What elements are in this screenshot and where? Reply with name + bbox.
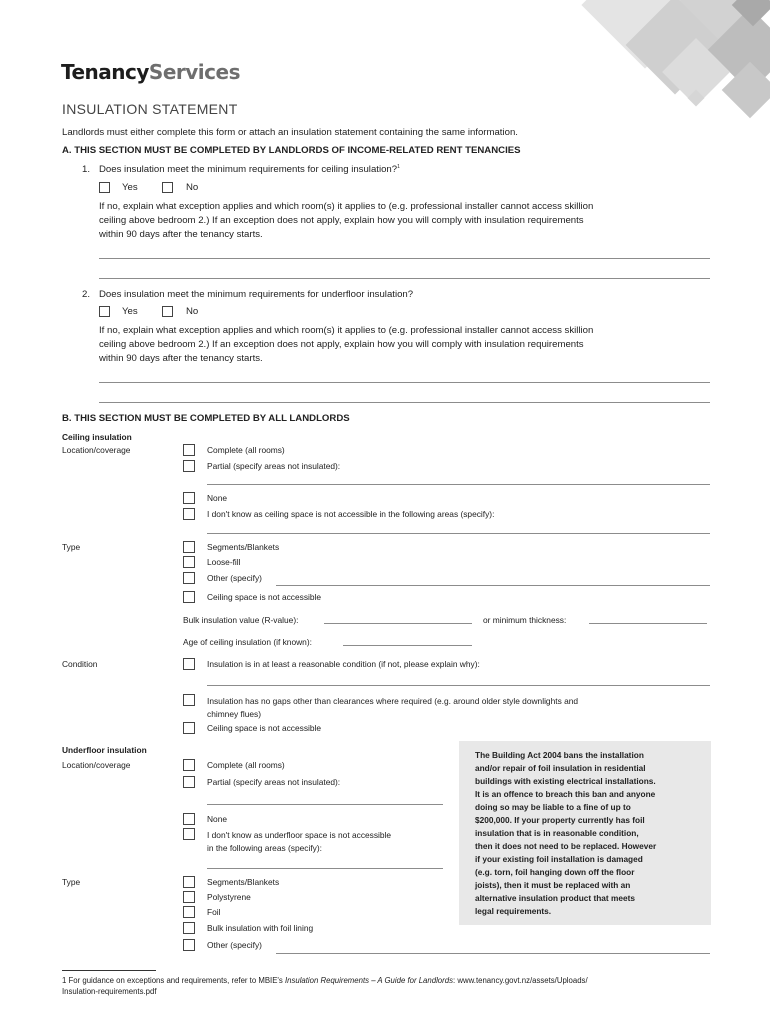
underfloor-none-label: None [207,814,228,824]
underfloor-bulk-foil-checkbox[interactable] [183,922,195,934]
ceiling-dont-know-label: I don't know as ceiling space is not accessible in the following areas (specify): [207,509,495,519]
ceiling-partial-label: Partial (specify areas not insulated): [207,461,341,471]
section-b-heading: B. THIS SECTION MUST BE COMPLETED BY ALL LANDLORDS [62,413,350,424]
underfloor-dont-know-label: I don't know as underfloor space is not accessible in the following areas (specify): [207,830,392,853]
page-title: INSULATION STATEMENT [62,101,238,117]
q1-explain-text: If no, explain what exception applies and which room(s) it applies to (e.g. professional installer cannot access skillion ceiling above bedroom 2.) If an exception does not apply, explain how you will comply with insulation requirements within 90 days after the tenancy starts. [99,201,594,240]
ceiling-no-gaps-checkbox[interactable] [183,694,195,706]
underfloor-type-label: Type [62,877,81,887]
underfloor-complete-checkbox[interactable] [183,759,195,771]
underfloor-other-checkbox[interactable] [183,939,195,951]
question-1-text: Does insulation meet the minimum requirements for ceiling insulation?$^1$ [99,164,400,176]
underfloor-polystyrene-label: Polystyrene [207,892,251,902]
r-value-line[interactable] [324,623,472,624]
ceiling-complete-label: Complete (all rooms) [207,445,285,455]
ceiling-other-label: Other (specify) [207,573,262,583]
ceiling-other-line[interactable] [276,585,710,586]
q1-yes-checkbox[interactable] [99,182,110,193]
ceiling-other-checkbox[interactable] [183,572,195,584]
ceiling-none-checkbox[interactable] [183,492,195,504]
underfloor-foil-checkbox[interactable] [183,906,195,918]
q1-answer-line-2[interactable] [99,278,710,279]
ceiling-not-accessible-label: Ceiling space is not accessible [207,592,322,602]
logo: TenancyServices [61,60,240,84]
q2-yes-label: Yes [122,306,138,317]
ceiling-dont-know-checkbox[interactable] [183,508,195,520]
ceiling-loose-fill-checkbox[interactable] [183,556,195,568]
underfloor-dont-know-line[interactable] [207,868,443,869]
r-value-label: Bulk insulation value (R-value): [183,615,299,625]
footnote: 1 For guidance on exceptions and requirements, refer to MBIE's Insulation Requirements – A Guide for Landlords: www.tenancy.govt.nz/assets/Uploads/ Insulation-requirements.pdf [62,976,588,996]
ceiling-reasonable-checkbox[interactable] [183,658,195,670]
q2-no-checkbox[interactable] [162,306,173,317]
q1-yes-label: Yes [122,182,138,193]
underfloor-dont-know-checkbox[interactable] [183,828,195,840]
ceiling-partial-line[interactable] [207,484,710,485]
ceiling-loose-fill-label: Loose-fill [207,557,241,567]
ceiling-condition-label: Condition [62,659,98,669]
q2-answer-line-1[interactable] [99,382,710,383]
ceiling-not-accessible-checkbox[interactable] [183,591,195,603]
ceiling-partial-checkbox[interactable] [183,460,195,472]
intro-text: Landlords must either complete this form or attach an insulation statement containing the same information. [62,127,518,138]
ceiling-age-label: Age of ceiling insulation (if known): [183,637,312,647]
question-2-number: 2. [82,289,91,300]
q2-yes-checkbox[interactable] [99,306,110,317]
underfloor-segments-label: Segments/Blankets [207,877,280,887]
foil-ban-notice-text: The Building Act 2004 bans the installation and/or repair of foil insulation in residential buildings with existing electrical installations. It is an offence to breach this ban and anyone doing so may be liable to a fine of up to $200,000. If your property currently has foil insulation that is in reasonable condition, then it does not need to be replaced. However if your existing foil installation is damaged (e.g. torn, foil hanging down off the floor joists), then it must be replaced with an alternative insulation product that meets legal requirements. [475,750,657,916]
underfloor-other-label: Other (specify) [207,940,262,950]
ceiling-complete-checkbox[interactable] [183,444,195,456]
q1-answer-line-1[interactable] [99,258,710,259]
underfloor-segments-checkbox[interactable] [183,876,195,888]
q2-no-label: No [186,306,199,317]
underfloor-other-line[interactable] [276,953,710,954]
ceiling-age-line[interactable] [343,645,472,646]
underfloor-none-checkbox[interactable] [183,813,195,825]
underfloor-foil-label: Foil [207,907,221,917]
ceiling-segments-label: Segments/Blankets [207,542,280,552]
ceiling-type-label: Type [62,542,81,552]
q2-explain-text: If no, explain what exception applies and which room(s) it applies to (e.g. professional installer cannot access skillion ceiling above bedroom 2.) If an exception does not apply, explain how you will comply with insulation requirements within 90 days after the tenancy starts. [99,325,594,364]
underfloor-complete-label: Complete (all rooms) [207,760,285,770]
q1-no-checkbox[interactable] [162,182,173,193]
ceiling-reasonable-line[interactable] [207,685,710,686]
min-thickness-label: or minimum thickness: [483,615,567,625]
underfloor-partial-line[interactable] [207,804,443,805]
ceiling-dont-know-line[interactable] [207,533,710,534]
ceiling-reasonable-label: Insulation is in at least a reasonable condition (if not, please explain why): [207,659,480,669]
q1-no-label: No [186,182,199,193]
question-1-number: 1. [82,164,91,175]
ceiling-no-gaps-label: Insulation has no gaps other than clearances where required (e.g. around older style downlights and chimney flues) [207,696,579,719]
underfloor-partial-checkbox[interactable] [183,776,195,788]
underfloor-polystyrene-checkbox[interactable] [183,891,195,903]
section-a-heading: A. THIS SECTION MUST BE COMPLETED BY LANDLORDS OF INCOME-RELATED RENT TENANCIES [62,145,521,156]
ceiling-insulation-heading: Ceiling insulation [62,432,132,442]
min-thickness-line[interactable] [589,623,707,624]
ceiling-not-accessible-2-label: Ceiling space is not accessible [207,723,322,733]
q2-answer-line-2[interactable] [99,402,710,403]
footnote-divider [62,970,156,971]
ceiling-segments-checkbox[interactable] [183,541,195,553]
underfloor-insulation-heading: Underfloor insulation [62,745,147,755]
underfloor-partial-label: Partial (specify areas not insulated): [207,777,341,787]
underfloor-bulk-foil-label: Bulk insulation with foil lining [207,923,314,933]
ceiling-location-label: Location/coverage [62,445,131,455]
ceiling-not-accessible-2-checkbox[interactable] [183,722,195,734]
ceiling-none-label: None [207,493,228,503]
underfloor-location-label: Location/coverage [62,760,131,770]
question-2-text: Does insulation meet the minimum requirements for underfloor insulation? [99,289,414,300]
